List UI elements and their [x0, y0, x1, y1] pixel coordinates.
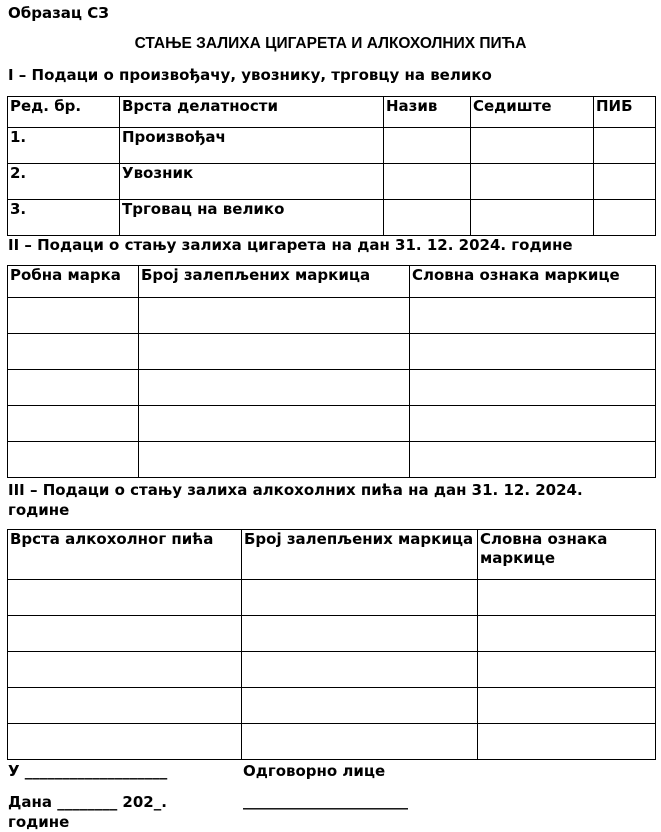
seat-cell[interactable] — [471, 200, 594, 236]
producer-table — [7, 96, 656, 236]
table-cell[interactable] — [242, 616, 478, 652]
activity-type: Трговац на велико — [120, 200, 384, 236]
column-header: Врста делатности — [120, 97, 384, 128]
row-number: 3. — [8, 200, 120, 236]
table-cell[interactable] — [8, 724, 242, 760]
table-cell[interactable] — [8, 580, 242, 616]
signature-line[interactable]: ______________________ — [243, 792, 408, 810]
table-row — [8, 370, 656, 406]
table-cell[interactable] — [242, 580, 478, 616]
table-row — [8, 688, 656, 724]
table-cell[interactable] — [478, 724, 656, 760]
table-cell[interactable] — [139, 406, 410, 442]
table-cell[interactable] — [242, 652, 478, 688]
column-header: Број залепљених маркица — [139, 266, 410, 298]
table-row — [8, 334, 656, 370]
table-row — [8, 128, 656, 164]
table-row — [8, 164, 656, 200]
alcohol-table — [7, 529, 656, 760]
table-cell[interactable] — [478, 688, 656, 724]
form-title: СТАЊЕ ЗАЛИХА ЦИГАРЕТА И АЛКОХОЛНИХ ПИЋА — [134, 35, 527, 52]
column-header: Назив — [384, 97, 471, 128]
column-header: Врста алкохолног пића — [8, 530, 242, 580]
table-cell[interactable] — [139, 298, 410, 334]
column-header: Робна марка — [8, 266, 139, 298]
table-cell[interactable] — [410, 298, 656, 334]
column-header: Седиште — [471, 97, 594, 128]
table-cell[interactable] — [8, 298, 139, 334]
table-cell[interactable] — [8, 652, 242, 688]
place-line[interactable]: У ___________________ — [8, 762, 168, 780]
table-cell[interactable] — [478, 652, 656, 688]
pib-cell[interactable] — [594, 164, 656, 200]
column-header: Ред. бр. — [8, 97, 120, 128]
table-row — [8, 580, 656, 616]
table-row — [8, 406, 656, 442]
table-row — [8, 298, 656, 334]
table-cell[interactable] — [139, 370, 410, 406]
table-row — [8, 652, 656, 688]
activity-type: Произвођач — [120, 128, 384, 164]
row-number: 1. — [8, 128, 120, 164]
table-cell[interactable] — [139, 442, 410, 478]
section-1-heading: I – Подаци о произвођачу, увознику, трговцу на велико — [8, 66, 492, 84]
table-cell[interactable] — [242, 724, 478, 760]
column-header: Словна ознака маркице — [410, 266, 656, 298]
section-3-heading: III – Подаци о стању залиха алкохолних пића на дан 31. 12. 2024. године — [8, 481, 583, 519]
column-header: ПИБ — [594, 97, 656, 128]
responsible-person-label: Одговорно лице — [243, 762, 386, 780]
table-cell[interactable] — [139, 334, 410, 370]
table-cell[interactable] — [410, 370, 656, 406]
name-cell[interactable] — [384, 128, 471, 164]
table-cell[interactable] — [8, 370, 139, 406]
activity-type: Увозник — [120, 164, 384, 200]
table-row — [8, 200, 656, 236]
cigarettes-table — [7, 265, 656, 478]
seat-cell[interactable] — [471, 164, 594, 200]
seat-cell[interactable] — [471, 128, 594, 164]
table-cell[interactable] — [410, 334, 656, 370]
table-cell[interactable] — [8, 334, 139, 370]
table-cell[interactable] — [478, 580, 656, 616]
table-header-row — [8, 266, 656, 298]
table-cell[interactable] — [410, 406, 656, 442]
table-row — [8, 724, 656, 760]
pib-cell[interactable] — [594, 128, 656, 164]
row-number: 2. — [8, 164, 120, 200]
table-header-row — [8, 97, 656, 128]
table-cell[interactable] — [8, 406, 139, 442]
table-row — [8, 616, 656, 652]
table-cell[interactable] — [410, 442, 656, 478]
table-cell[interactable] — [8, 688, 242, 724]
table-header-row — [8, 530, 656, 580]
table-cell[interactable] — [8, 442, 139, 478]
name-cell[interactable] — [384, 200, 471, 236]
table-row — [8, 442, 656, 478]
pib-cell[interactable] — [594, 200, 656, 236]
name-cell[interactable] — [384, 164, 471, 200]
table-cell[interactable] — [8, 616, 242, 652]
date-line[interactable]: Дана ________ 202_. године — [8, 793, 167, 831]
column-header: Словна ознака маркице — [478, 530, 656, 580]
table-cell[interactable] — [242, 688, 478, 724]
table-cell[interactable] — [478, 616, 656, 652]
form-code: Образац СЗ — [8, 4, 109, 22]
section-2-heading: II – Подаци о стању залиха цигарета на дан 31. 12. 2024. године — [8, 236, 573, 254]
column-header: Број залепљених маркица — [242, 530, 478, 580]
